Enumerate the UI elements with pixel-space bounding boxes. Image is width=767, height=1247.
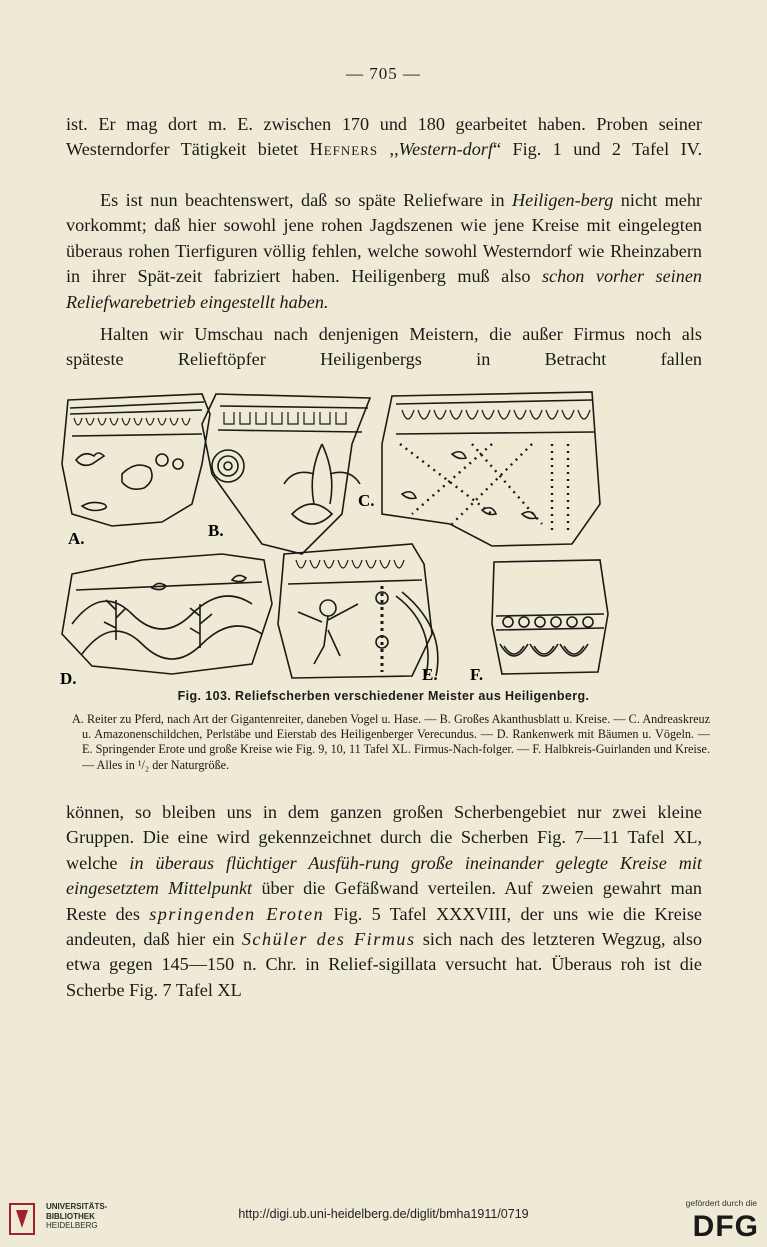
dfg-logo: DFG (692, 1210, 759, 1243)
text-run: können, so bleiben uns in dem ganzen großen Scherbengebiet nur zwei kleine Gruppen. Die eine wird gekennzeichnet durch die Scherben Fig. 7—11 Tafel XL, welche (66, 802, 702, 873)
text-run: nicht mehr vorkommt; daß hier sowohl jene rohen Jagdszenen wie jene Kreise mit eingelegten überaus rohen Tierfiguren völlig fehlen, welche sowohl Westerndorf wie Rheinzabern in ihrer Spät-zeit fabriziert haben. Heiligenberg muß also (66, 190, 702, 287)
figure-caption-text (72, 712, 710, 773)
paragraph-3 (66, 322, 702, 373)
figure-label-f: F. (470, 665, 484, 684)
page-number: — 705 — (346, 64, 421, 83)
sherd-f (492, 560, 608, 674)
text-run: Es ist nun beachtenswert, daß so späte Reliefware in (100, 190, 512, 210)
author-name: Hefners (309, 139, 379, 160)
figure-103 (52, 384, 612, 684)
italic-emphasis: springenden Eroten (149, 903, 325, 924)
sherd-b (202, 394, 370, 554)
italic-place: Heiligen-berg (511, 190, 614, 210)
text-run: über die Gefäßwand verteilen. Auf zweien gewahrt man Reste des (66, 878, 702, 924)
figure-label-c: C. (358, 491, 375, 510)
figure-illustration (52, 384, 612, 684)
caption-text-run: A. Reiter zu Pferd, nach Art der Gigantenreiter, daneben Vogel u. Hase. — B. Großes Akanthusblatt u. Kreise. — C. Andreaskreuz u. Amazonenschildchen, Perlstäbe und Eierstab des Heiligenberger Verecundus. — D. Rankenwerk mit Bäumen u. Vögeln. — E. Springender Erote und große Kreise wie Fig. 9, 10, 11 Tafel XL. Firmus-Nach-folger. — F. Halbkreis-Guirlanden und Kreise. — Alles in ¹/₂ der Naturgröße. (72, 712, 710, 772)
text-run: sich nach des letzteren Wegzug, also etwa gegen 145—150 n. Chr. in Relief-sigillata versucht hat. Überaus roh ist die Scherbe Fig. 7 Tafel XL (66, 929, 702, 1000)
sherd-e (278, 544, 438, 678)
library-line: BIBLIOTHEK (46, 1211, 95, 1221)
figure-label-e: E. (422, 665, 438, 684)
paragraph-1 (66, 112, 702, 163)
text-run: Halten wir Umschau nach denjenigen Meistern, die außer Firmus noch als späteste Relieftöpfer Heiligenbergs in Betracht fallen (66, 324, 702, 370)
text-run: “ Fig. 1 und 2 Tafel IV. (492, 139, 703, 160)
funding-note: gefördert durch die (685, 1198, 757, 1208)
sherd-a (62, 394, 210, 526)
italic-title: Western-dorf (398, 139, 493, 160)
library-line: UNIVERSITÄTS- (46, 1202, 108, 1211)
text-run: ist. Er mag dort m. E. zwischen 170 und 180 gearbeitet haben. Proben seiner Westerndorfer Tätigkeit bietet (66, 114, 702, 160)
figure-caption-title: Fig. 103. Reliefscherben verschiedener Meister aus Heiligenberg. (177, 689, 590, 703)
italic-emphasis: Schüler des Firmus (241, 929, 416, 950)
paragraph-2 (66, 188, 702, 315)
library-line: HEIDELBERG (46, 1221, 98, 1231)
figure-label-a: A. (68, 529, 85, 548)
italic-emphasis: in überaus flüchtiger Ausfüh-rung große ineinander gelegte Kreise mit eingesetztem Mittelpunkt (66, 852, 702, 899)
italic-emphasis: schon vorher seinen Reliefwarebetrieb eingestellt haben. (66, 266, 702, 312)
paragraph-4 (66, 800, 702, 1003)
figure-label-d: D. (60, 669, 77, 684)
text-run: Fig. 5 Tafel XXXVIII, der uns wie die Kreise andeuten, daß hier ein (66, 903, 703, 950)
source-url[interactable]: http://digi.ub.uni-heidelberg.de/diglit/bmha1911/0719 (238, 1207, 529, 1221)
text-run: ,, (378, 139, 399, 160)
sherd-c (382, 392, 600, 546)
sherd-d (62, 554, 272, 674)
figure-label-b: B. (208, 521, 224, 540)
